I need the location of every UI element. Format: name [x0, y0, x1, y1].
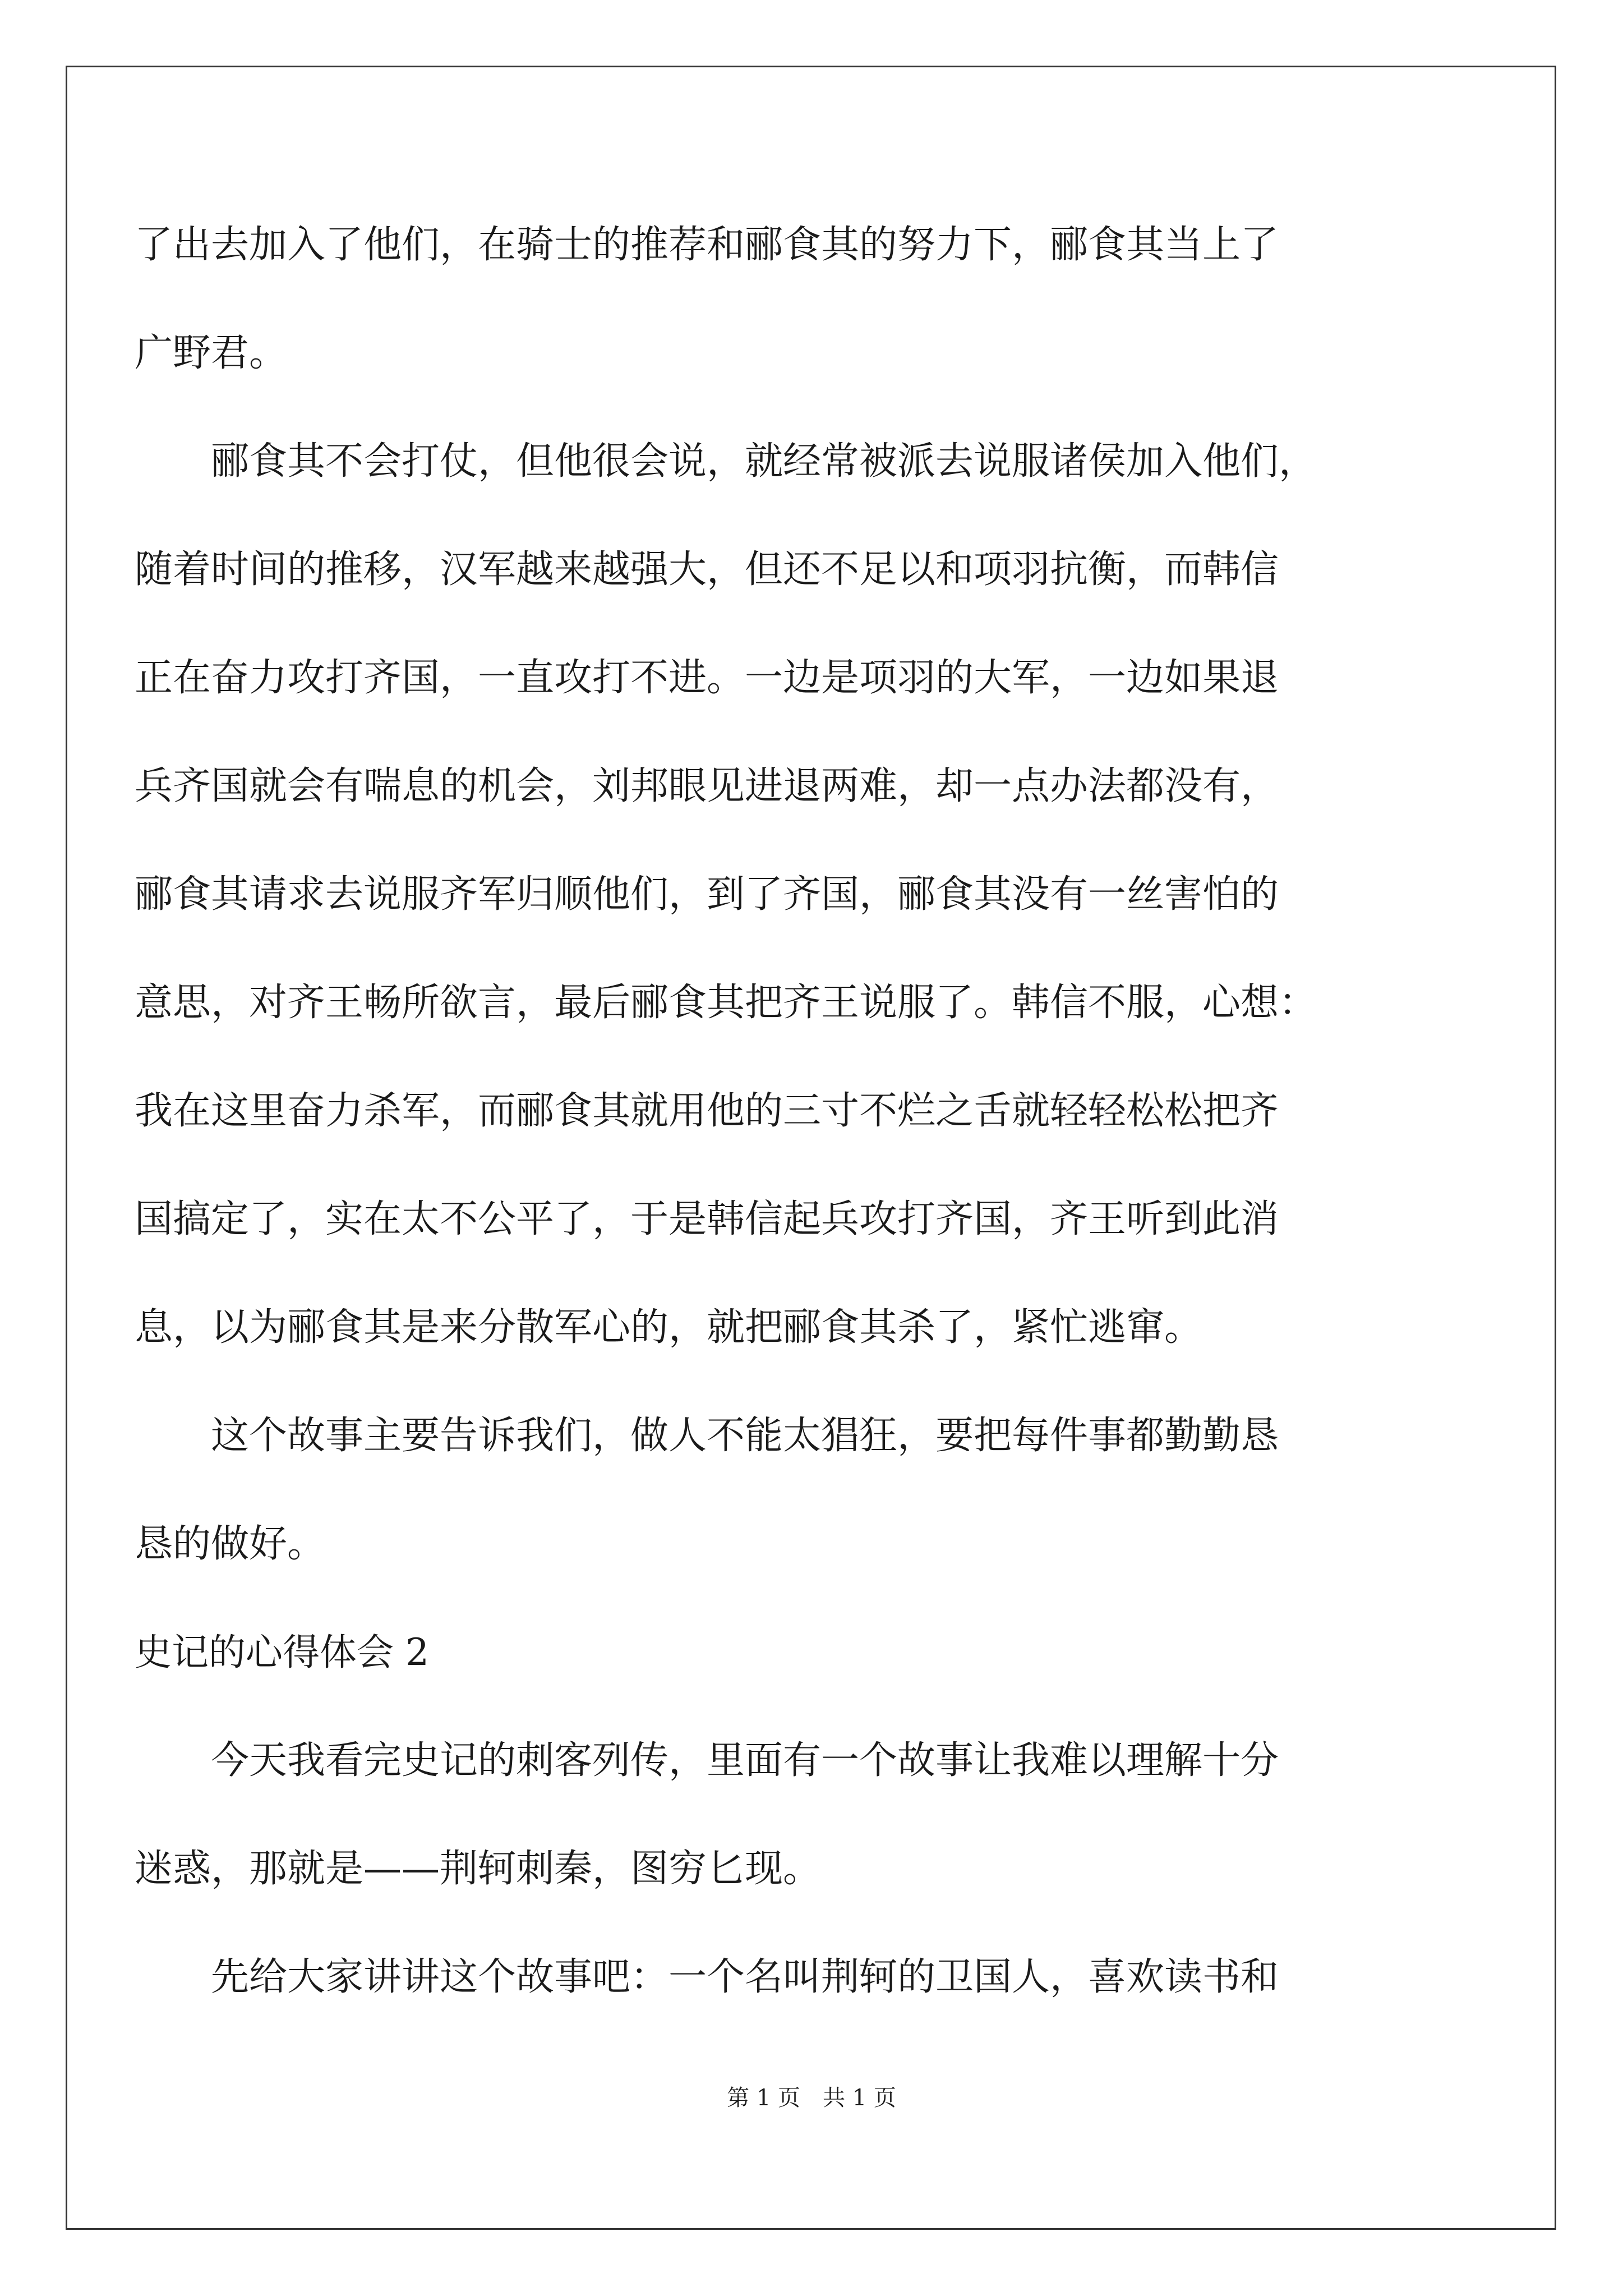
text-line: 国搞定了，实在太不公平了，于是韩信起兵攻打齐国，齐王听到此消: [135, 1197, 1279, 1241]
text-line: 郦食其请求去说服齐军归顺他们，到了齐国，郦食其没有一丝害怕的: [135, 872, 1279, 917]
text-line: 这个故事主要告诉我们，做人不能太猖狂，要把每件事都勤勤恳: [135, 1414, 1279, 1458]
text-line: 广野君。: [135, 331, 288, 375]
text-line: 正在奋力攻打齐国，一直攻打不进。一边是项羽的大军，一边如果退: [135, 656, 1279, 700]
text-line: 随着时间的推移，汉军越来越强大，但还不足以和项羽抗衡，而韩信: [135, 547, 1279, 592]
text-line: 我在这里奋力杀军，而郦食其就用他的三寸不烂之舌就轻轻松松把齐: [135, 1089, 1279, 1133]
text-line: 恳的做好。: [135, 1522, 326, 1566]
text-line: 今天我看完史记的刺客列传，里面有一个故事让我难以理解十分: [135, 1738, 1279, 1783]
text-line: 息，以为郦食其是来分散军心的，就把郦食其杀了，紧忙逃窜。: [135, 1305, 1203, 1350]
text-line: 先给大家讲讲这个故事吧：一个名叫荆轲的卫国人，喜欢读书和: [135, 1955, 1279, 1999]
page-footer: 第 1 页 共 1 页: [727, 2085, 896, 2111]
document-body: [135, 191, 1548, 2031]
text-line: 郦食其不会打仗，但他很会说，就经常被派去说服诸侯加入他们，: [135, 439, 1317, 484]
text-line: 了出去加入了他们，在骑士的推荐和郦食其的努力下，郦食其当上了: [135, 223, 1279, 267]
text-line: 意思，对齐王畅所欲言，最后郦食其把齐王说服了。韩信不服，心想：: [135, 981, 1317, 1025]
text-line: 迷惑，那就是——荆轲刺秦，图穷匕现。: [135, 1847, 822, 1891]
text-line: 兵齐国就会有喘息的机会，刘邦眼见进退两难，却一点办法都没有，: [135, 764, 1279, 808]
section-heading: 史记的心得体会 2: [135, 1631, 429, 1674]
